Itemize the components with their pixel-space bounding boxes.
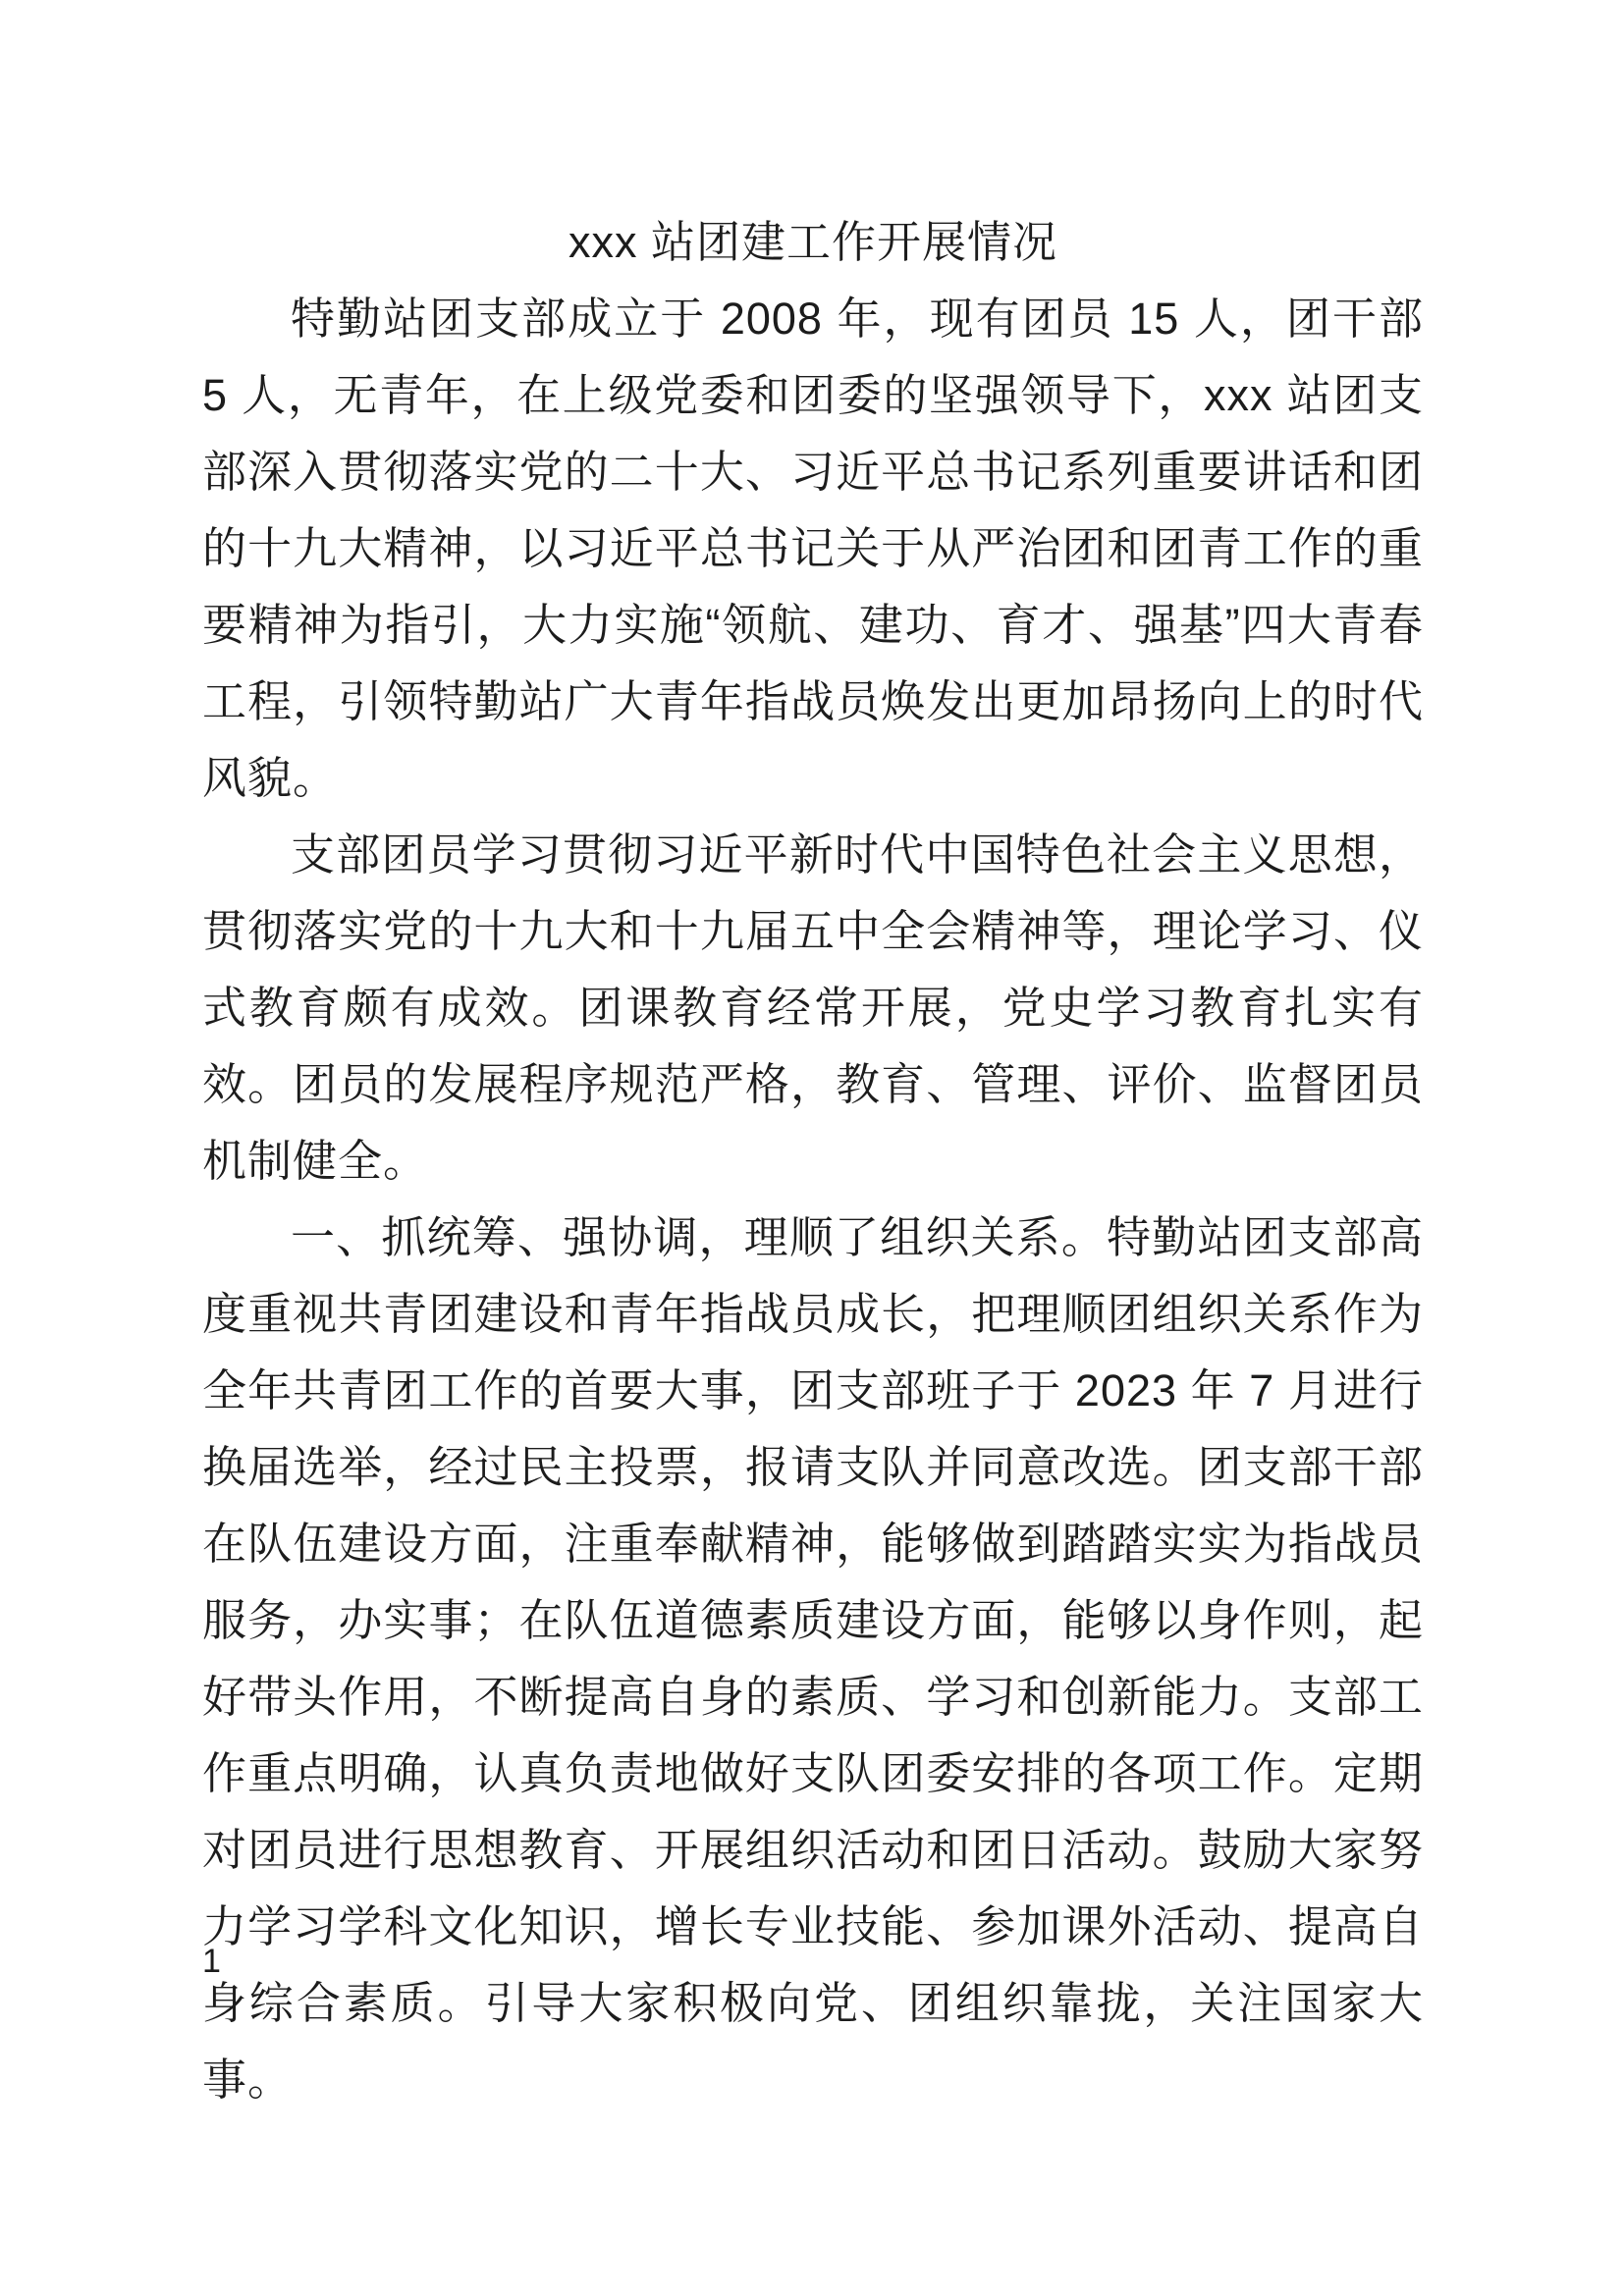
page-number: 1 (202, 1943, 221, 1980)
document-body (202, 204, 1424, 2118)
paragraph-1: 特勤站团支部成立于 2008 年，现有团员 15 人，团干部 5 人，无青年，在上级党委和团委的坚强领导下，xxx 站团支部深入贯彻落实党的二十大、习近平总书记系列重要讲话和团的十九大精神，以习近平总书记关于从严治团和团青工作的重要精神为指引，大力实施“领航、建功、育才、强基”四大青春工程，引领特勤站广大青年指战员焕发出更加昂扬向上的时代风貌。 (202, 294, 1424, 803)
paragraph-2: 支部团员学习贯彻习近平新时代中国特色社会主义思想，贯彻落实党的十九大和十九届五中全会精神等，理论学习、仪式教育颇有成效。团课教育经常开展，党史学习教育扎实有效。团员的发展程序规范严格，教育、管理、评价、监督团员机制健全。 (202, 829, 1424, 1186)
paragraph-3: 一、抓统筹、强协调，理顺了组织关系。特勤站团支部高度重视共青团建设和青年指战员成长，把理顺团组织关系作为全年共青团工作的首要大事，团支部班子于 2023 年 7 月进行换届选举，经过民主投票，报请支队并同意改选。团支部干部在队伍建设方面，注重奉献精神，能够做到踏踏实实为指战员服务，办实事；在队伍道德素质建设方面，能够以身作则，起好带头作用，不断提高自身的素质、学习和创新能力。支部工作重点明确，认真负责地做好支队团委安排的各项工作。定期对团员进行思想教育、开展组织活动和团日活动。鼓励大家努力学习学科文化知识，增长专业技能、参加课外活动、提高自身综合素质。引导大家积极向党、团组织靠拢，关注国家大事。 (202, 1212, 1424, 2105)
document-title: xxx 站团建工作开展情况 (568, 217, 1057, 267)
